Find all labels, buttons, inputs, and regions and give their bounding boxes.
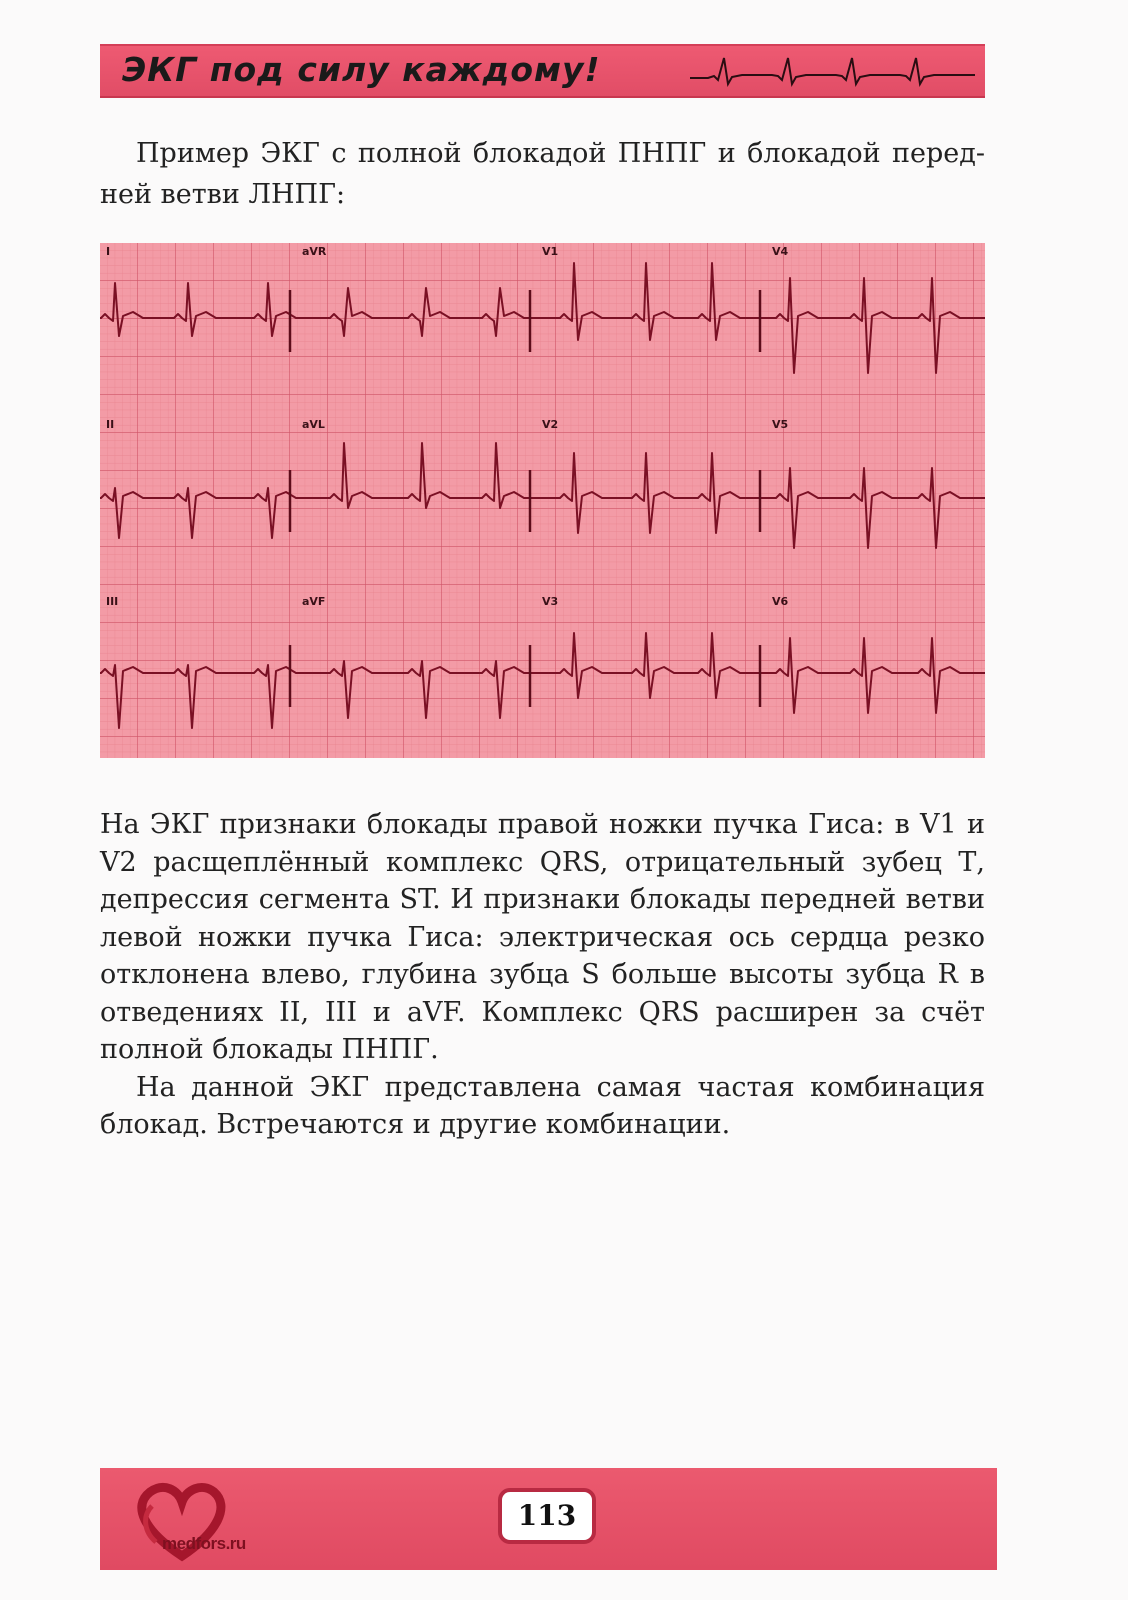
body-text (100, 806, 985, 1144)
ecg-lead-label: I (106, 245, 111, 258)
page-number: 113 (498, 1488, 596, 1544)
medfors-heart-logo (122, 1476, 272, 1568)
header-ecg-trace-icon (690, 50, 975, 90)
ecg-lead-label: V3 (542, 595, 559, 608)
ecg-lead-label: aVR (302, 245, 327, 258)
ecg-lead-label: V5 (772, 418, 789, 431)
footer-band (100, 1468, 997, 1570)
ecg-lead-label: aVF (302, 595, 326, 608)
ecg-lead-label: II (106, 418, 115, 431)
body-paragraph-1: На ЭКГ признаки блокады правой ножки пучка Гиса: в V1 и V2 расщеплённый комплекс QRS, отрицательный зубец Т, депрессия сегмента ST. И признаки блокады передней ветви левой ножки пучка Гиса: электрическая ось сердца резко отклонена влево, глубина зубца S больше высоты зубца R в отведениях II, III и aVF. Комплекс QRS расширен за счёт полной блокады ПНПГ. (100, 809, 985, 1065)
body-paragraph-2: На данной ЭКГ представлена самая частая комбинация блокад. Встречаются и другие комбинации. (100, 1071, 985, 1140)
ecg-lead-label: V1 (542, 245, 559, 258)
ecg-lead-label: V6 (772, 595, 789, 608)
ecg-lead-label: III (106, 595, 119, 608)
ecg-lead-label: V4 (772, 245, 789, 258)
header-title: ЭКГ под силу каждому! (122, 50, 601, 89)
ecg-lead-label: aVL (302, 418, 325, 431)
ecg-lead-label: V2 (542, 418, 559, 431)
header-band (100, 44, 985, 98)
ecg-strip (100, 243, 985, 758)
logo-text: medfors.ru (162, 1534, 246, 1553)
intro-text: Пример ЭКГ с полной блокадой ПНПГ и блокадой передней ветви ЛНПГ: (100, 138, 985, 210)
ecg-image (100, 243, 985, 758)
